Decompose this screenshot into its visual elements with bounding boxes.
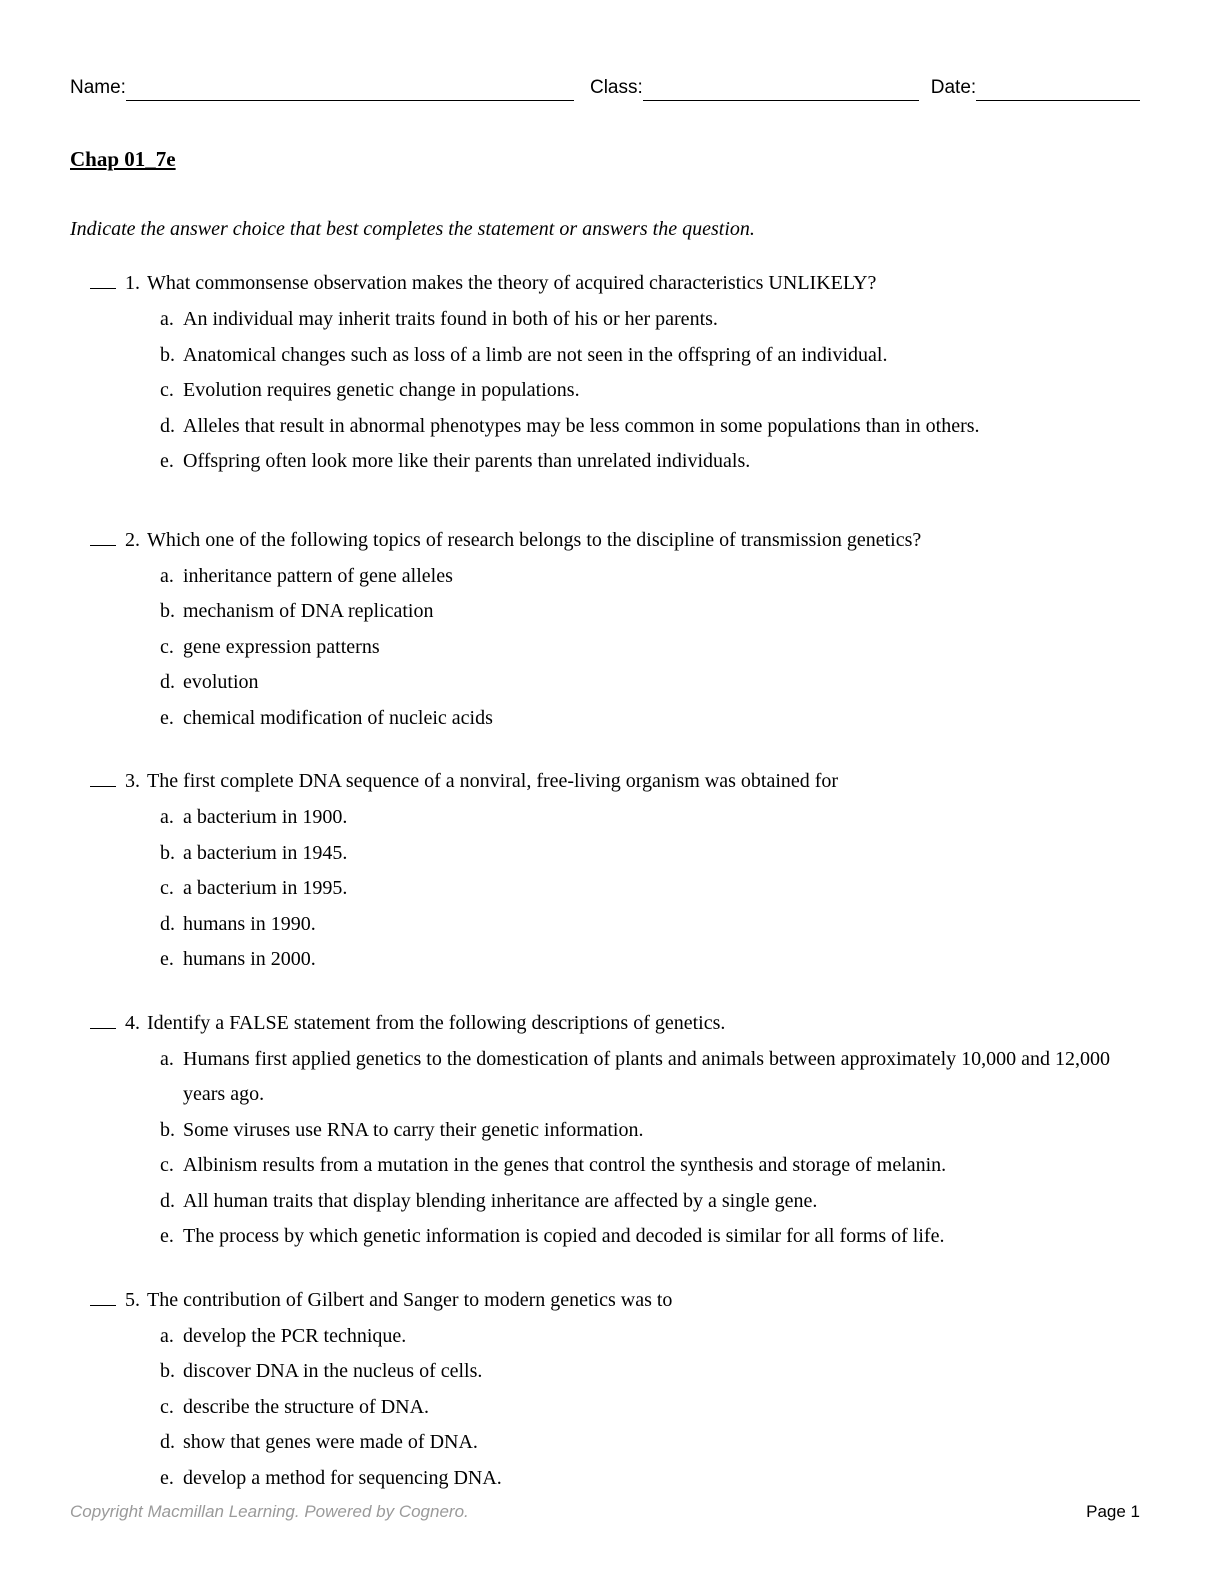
- answer-blank: [90, 525, 116, 546]
- choice-letter: c.: [160, 1154, 174, 1176]
- choice-text: mechanism of DNA replication: [183, 600, 434, 622]
- question-text: Identify a FALSE statement from the following descriptions of genetics.: [147, 1011, 726, 1034]
- date-label: Date:: [930, 77, 977, 98]
- choice-letter: c.: [160, 635, 174, 658]
- choice-d: [160, 1184, 1140, 1220]
- choice-b: [160, 594, 1140, 630]
- choice-e: [160, 444, 1140, 480]
- choice-b: [160, 1113, 1140, 1149]
- choice-d: [160, 665, 1140, 701]
- choice-text: Evolution requires genetic change in populations.: [183, 379, 580, 401]
- choice-text: a bacterium in 1945.: [183, 841, 348, 864]
- choice-c: [160, 1390, 1140, 1426]
- choice-letter: e.: [160, 948, 174, 970]
- choice-text: Some viruses use RNA to carry their genetic information.: [183, 1118, 644, 1141]
- choice-text: All human traits that display blending inheritance are affected by a single gene.: [183, 1189, 818, 1212]
- choice-letter: d.: [160, 912, 175, 935]
- question-stem: [70, 763, 1140, 799]
- choice-letter: a.: [160, 308, 174, 330]
- choice-b: [160, 1354, 1140, 1390]
- choice-text: Humans first applied genetics to the domestication of plants and animals between approximately 10,000 and 12,000 years ago.: [183, 1047, 1111, 1105]
- choice-letter: a.: [160, 1324, 174, 1347]
- choice-text: Offspring often look more like their parents than unrelated individuals.: [183, 450, 751, 472]
- page-footer: [70, 1502, 1140, 1522]
- answer-blank: [90, 1008, 116, 1029]
- choice-letter: d.: [160, 1189, 175, 1212]
- answer-blank: [90, 268, 116, 289]
- choice-letter: e.: [160, 1466, 174, 1489]
- question-number: 4.: [125, 1011, 140, 1034]
- choice-letter: b.: [160, 841, 175, 864]
- question-stem: [70, 522, 1140, 558]
- choice-letter: b.: [160, 600, 175, 622]
- choice-text: develop the PCR technique.: [183, 1324, 407, 1347]
- question-2: [70, 522, 1140, 737]
- choice-text: a bacterium in 1900.: [183, 806, 348, 828]
- choices-list: [160, 559, 1140, 737]
- choice-d: [160, 907, 1140, 943]
- answer-blank: [90, 766, 116, 787]
- choice-d: [160, 1425, 1140, 1461]
- choice-text: discover DNA in the nucleus of cells.: [183, 1360, 483, 1382]
- question-1: [70, 265, 1140, 480]
- choice-letter: e.: [160, 450, 174, 472]
- choice-c: [160, 871, 1140, 907]
- choice-letter: c.: [160, 1395, 174, 1418]
- choice-text: inheritance pattern of gene alleles: [183, 564, 453, 587]
- choice-letter: a.: [160, 806, 174, 828]
- choice-text: describe the structure of DNA.: [183, 1395, 430, 1418]
- choice-c: [160, 630, 1140, 666]
- choice-text: Anatomical changes such as loss of a limb are not seen in the offspring of an individual.: [183, 343, 888, 366]
- choice-e: [160, 701, 1140, 737]
- choice-text: Albinism results from a mutation in the genes that control the synthesis and storage of melanin.: [183, 1154, 947, 1176]
- copyright-text: Copyright Macmillan Learning. Powered by Cognero.: [70, 1502, 469, 1521]
- choice-d: [160, 409, 1140, 445]
- choice-letter: d.: [160, 671, 175, 693]
- choice-text: develop a method for sequencing DNA.: [183, 1466, 502, 1489]
- question-text: The first complete DNA sequence of a nonviral, free-living organism was obtained for: [147, 770, 839, 792]
- document-page: [70, 0, 1140, 1496]
- choice-a: [160, 1042, 1140, 1113]
- question-number: 2.: [125, 528, 140, 551]
- choice-text: evolution: [183, 671, 259, 693]
- choice-letter: d.: [160, 1431, 175, 1453]
- answer-blank: [90, 1285, 116, 1306]
- question-number: 5.: [125, 1288, 140, 1311]
- question-text: Which one of the following topics of research belongs to the discipline of transmission genetics?: [147, 528, 922, 551]
- choice-text: gene expression patterns: [183, 635, 380, 658]
- choice-text: humans in 1990.: [183, 912, 316, 935]
- choice-b: [160, 338, 1140, 374]
- question-text: The contribution of Gilbert and Sanger to modern genetics was to: [147, 1288, 673, 1311]
- question-text: What commonsense observation makes the theory of acquired characteristics UNLIKELY?: [147, 272, 877, 294]
- question-3: [70, 763, 1140, 978]
- choice-text: chemical modification of nucleic acids: [183, 706, 493, 729]
- name-blank-line: [126, 76, 574, 101]
- choice-b: [160, 836, 1140, 872]
- choice-text: An individual may inherit traits found in both of his or her parents.: [183, 308, 718, 330]
- choice-a: [160, 302, 1140, 338]
- choice-letter: e.: [160, 1225, 174, 1247]
- question-4: [70, 1005, 1140, 1255]
- choice-text: The process by which genetic information is copied and decoded is similar for all forms of life.: [183, 1225, 945, 1247]
- choices-list: [160, 1042, 1140, 1255]
- choice-letter: a.: [160, 1047, 174, 1070]
- choices-list: [160, 302, 1140, 480]
- instruction-text: Indicate the answer choice that best completes the statement or answers the question.: [70, 218, 755, 240]
- choice-letter: b.: [160, 1118, 175, 1141]
- choice-a: [160, 800, 1140, 836]
- choice-c: [160, 373, 1140, 409]
- question-5: [70, 1282, 1140, 1497]
- choice-letter: a.: [160, 564, 174, 587]
- choice-letter: c.: [160, 877, 174, 899]
- choice-text: humans in 2000.: [183, 948, 316, 970]
- class-label: Class:: [589, 77, 643, 98]
- choice-c: [160, 1148, 1140, 1184]
- choice-letter: b.: [160, 1360, 175, 1382]
- question-number: 1.: [125, 272, 140, 294]
- choice-text: Alleles that result in abnormal phenotypes may be less common in some populations than in others.: [183, 414, 980, 437]
- choice-letter: b.: [160, 343, 175, 366]
- question-number: 3.: [125, 770, 140, 792]
- question-stem: [70, 265, 1140, 301]
- choice-e: [160, 1461, 1140, 1497]
- choice-letter: e.: [160, 706, 174, 729]
- choice-e: [160, 942, 1140, 978]
- header: [70, 76, 1140, 101]
- page-number: Page 1: [1086, 1502, 1140, 1521]
- choice-letter: c.: [160, 379, 174, 401]
- class-blank-line: [643, 76, 919, 101]
- document-title: Chap 01_7e: [70, 147, 176, 171]
- choice-text: a bacterium in 1995.: [183, 877, 348, 899]
- choice-a: [160, 559, 1140, 595]
- date-blank-line: [976, 76, 1140, 101]
- choice-text: show that genes were made of DNA.: [183, 1431, 478, 1453]
- name-label: Name:: [70, 77, 126, 98]
- choice-letter: d.: [160, 414, 175, 437]
- question-stem: [70, 1282, 1140, 1318]
- choice-e: [160, 1219, 1140, 1255]
- choices-list: [160, 1319, 1140, 1497]
- choice-a: [160, 1319, 1140, 1355]
- choices-list: [160, 800, 1140, 978]
- question-stem: [70, 1005, 1140, 1041]
